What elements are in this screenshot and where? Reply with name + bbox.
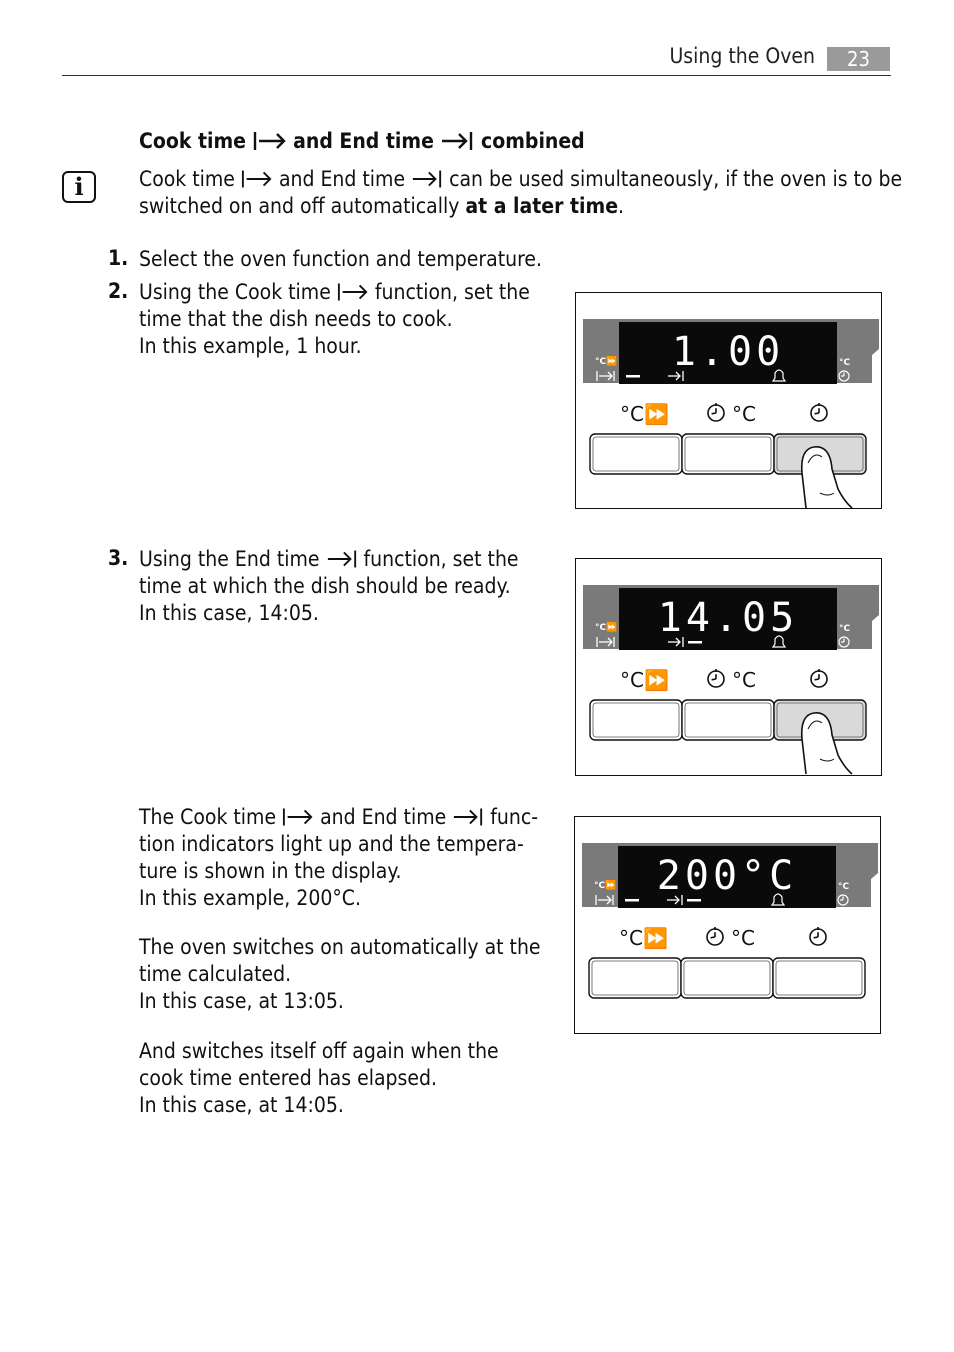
temp-indicator: °C: [839, 624, 851, 634]
note-paragraph-1: [139, 804, 559, 912]
oven-display-illustration-1: [575, 292, 882, 509]
step-3-line-1b: function, set the: [363, 547, 519, 571]
note-text-1c: func-: [490, 805, 539, 829]
page-number: 23: [827, 47, 890, 71]
step-2-line-1b: function, set the: [374, 280, 530, 304]
display-readout: 1.00: [671, 329, 785, 375]
control-button-2[interactable]: [682, 700, 774, 740]
oven-display-illustration-2: [575, 558, 882, 776]
temp-label: °C: [732, 668, 756, 692]
fast-heat-label: °C⏩: [620, 402, 669, 426]
control-button-1[interactable]: [589, 958, 681, 998]
note-line-2: tion indicators light up and the tempera-: [139, 832, 524, 856]
cook-time-icon: [282, 807, 314, 827]
step-2-line-3: In this example, 1 hour.: [139, 334, 362, 358]
control-button-2[interactable]: [682, 434, 774, 474]
timer-icon: [811, 669, 827, 687]
fast-heat-indicator: °C⏩: [595, 357, 618, 367]
heading-text-3: combined: [481, 129, 585, 153]
note-p3-line-3: In this case, at 14:05.: [139, 1093, 344, 1117]
intro-text-4: switched on and off automatically: [139, 194, 460, 218]
note-text-1a: The Cook time: [139, 805, 277, 829]
temp-label: °C: [732, 402, 756, 426]
display-readout: 14.05: [657, 595, 799, 641]
note-line-4: In this example, 200°C.: [139, 886, 361, 910]
step-number-3: 3.: [108, 546, 129, 570]
heading-text-2: and End time: [293, 129, 434, 153]
intro-text-1: Cook time: [139, 167, 235, 191]
end-time-dash: [688, 641, 702, 644]
cook-time-icon: [337, 282, 369, 302]
intro-text-3: can be used simultaneously, if the oven is to be: [449, 167, 903, 191]
control-button-2[interactable]: [681, 958, 773, 998]
end-time-icon: [326, 549, 358, 569]
display-screen: [619, 322, 837, 384]
oven-display-illustration-3: [574, 816, 881, 1034]
cook-time-dash: [626, 375, 640, 378]
intro-text-2: and End time: [278, 167, 406, 191]
cook-time-dash: [625, 899, 639, 902]
display-screen: [619, 588, 837, 650]
control-button-1[interactable]: [590, 434, 682, 474]
note-p2-line-2: time calculated.: [139, 962, 292, 986]
display-readout: 200°C: [656, 853, 798, 899]
note-paragraph-2: [139, 934, 559, 1015]
clock-icon: [708, 669, 724, 687]
end-time-icon: [440, 131, 474, 151]
intro-text-6: .: [618, 194, 625, 218]
fast-heat-indicator: °C⏩: [595, 623, 618, 633]
control-button-1[interactable]: [590, 700, 682, 740]
end-time-icon: [452, 807, 484, 827]
step-2-line-1a: Using the Cook time: [139, 280, 331, 304]
info-icon: i: [62, 171, 96, 203]
note-line-3: ture is shown in the display.: [139, 859, 402, 883]
clock-icon: [708, 403, 724, 421]
fast-heat-label: °C⏩: [619, 926, 668, 950]
cook-time-icon: [241, 169, 273, 189]
note-text-1b: and End time: [320, 805, 447, 829]
timer-icon: [811, 403, 827, 421]
intro-paragraph: [139, 166, 903, 220]
intro-text-bold: at a later time: [465, 194, 619, 218]
step-3-line-3: In this case, 14:05.: [139, 601, 319, 625]
fast-heat-label: °C⏩: [620, 668, 669, 692]
header-rule: [62, 75, 891, 76]
timer-icon: [810, 927, 826, 945]
fast-heat-indicator: °C⏩: [594, 881, 617, 891]
end-time-icon: [411, 169, 443, 189]
section-heading: [139, 128, 585, 155]
note-paragraph-3: [139, 1038, 559, 1119]
note-p3-line-1: And switches itself off again when the: [139, 1039, 499, 1063]
note-p2-line-1: The oven switches on automatically at the: [139, 935, 541, 959]
note-p2-line-3: In this case, at 13:05.: [139, 989, 344, 1013]
control-button-3[interactable]: [773, 958, 865, 998]
step-3-line-2: time at which the dish should be ready.: [139, 574, 511, 598]
step-2-line-2: time that the dish needs to cook.: [139, 307, 453, 331]
step-1-text: Select the oven function and temperature.: [139, 247, 543, 271]
step-3-text: [139, 546, 559, 627]
display-screen: [618, 846, 836, 908]
clock-icon: [707, 927, 723, 945]
temp-indicator: °C: [838, 882, 850, 892]
step-number-2: 2.: [108, 279, 129, 303]
section-title: Using the Oven: [669, 44, 815, 68]
step-3-line-1a: Using the End time: [139, 547, 320, 571]
step-2-text: [139, 279, 559, 360]
note-p3-line-2: cook time entered has elapsed.: [139, 1066, 437, 1090]
heading-text-1: Cook time: [139, 129, 246, 153]
temp-label: °C: [731, 926, 755, 950]
temp-indicator: °C: [839, 358, 851, 368]
cook-time-icon: [253, 131, 287, 151]
end-time-dash: [687, 899, 701, 902]
step-number-1: 1.: [108, 246, 129, 270]
